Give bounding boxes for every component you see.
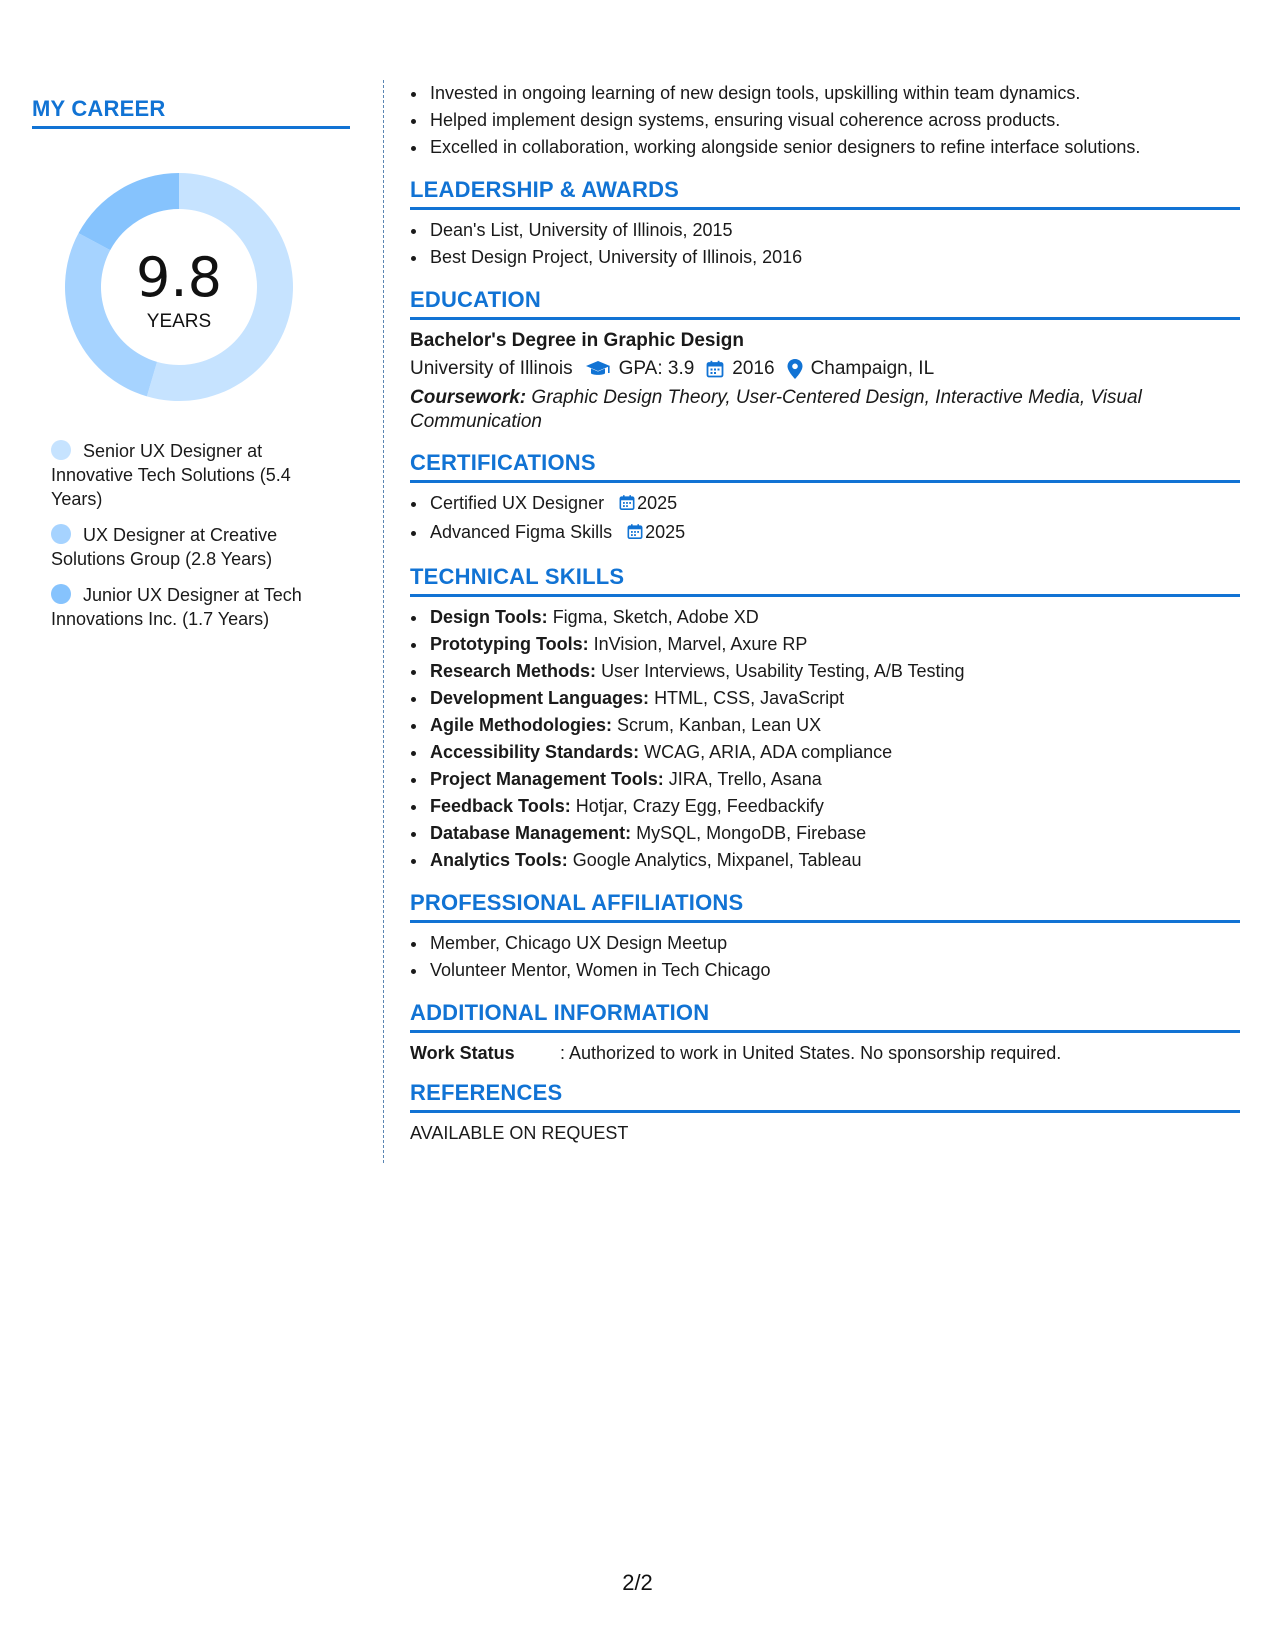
skill-value: User Interviews, Usability Testing, A/B Testing — [601, 661, 965, 681]
skill-item — [428, 685, 1240, 712]
skill-label: Accessibility Standards: — [430, 742, 640, 762]
affiliations-title: PROFESSIONAL AFFILIATIONS — [410, 890, 1240, 923]
certifications-title: CERTIFICATIONS — [410, 450, 1240, 483]
work-status-label: Work Status — [410, 1043, 515, 1063]
legend-item — [51, 583, 312, 631]
skill-item — [428, 766, 1240, 793]
school-name: University of Illinois — [410, 358, 573, 379]
skill-label: Database Management: — [430, 823, 632, 843]
career-legend — [32, 439, 312, 631]
certifications-section — [410, 450, 1240, 548]
page-number: 2/2 — [622, 1570, 653, 1595]
award-item: • Best Design Project, University of Illinois, 2016 — [428, 244, 1240, 271]
experience-bullet: • Helped implement design systems, ensuring visual coherence across products. — [428, 107, 1240, 134]
calendar-icon — [627, 521, 643, 548]
skill-item — [428, 631, 1240, 658]
skill-item — [428, 793, 1240, 820]
skill-item — [428, 604, 1240, 631]
legend-label: Senior UX Designer at Innovative Tech Solutions (5.4 Years) — [51, 441, 291, 509]
skill-value: JIRA, Trello, Asana — [668, 769, 822, 789]
legend-dot — [51, 584, 71, 604]
skill-item — [428, 658, 1240, 685]
skill-value: InVision, Marvel, Axure RP — [593, 634, 808, 654]
skill-value: Scrum, Kanban, Lean UX — [617, 715, 822, 735]
skills-section — [410, 564, 1240, 874]
legend-label: UX Designer at Creative Solutions Group (2.8 Years) — [51, 525, 278, 569]
work-status-value: : Authorized to work in United States. No sponsorship required. — [560, 1043, 1062, 1063]
education-section — [410, 287, 1240, 434]
affiliation-item: • Volunteer Mentor, Women in Tech Chicago — [428, 957, 1240, 984]
skill-label: Project Management Tools: — [430, 769, 664, 789]
school-location: Champaign, IL — [810, 358, 935, 379]
graduation-year: 2016 — [732, 358, 775, 379]
degree-title: Bachelor's Degree in Graphic Design — [410, 330, 744, 351]
skill-value: MySQL, MongoDB, Firebase — [636, 823, 867, 843]
leadership-title: LEADERSHIP & AWARDS — [410, 177, 1240, 210]
certification-year: 2025 — [645, 522, 686, 542]
leadership-section — [410, 177, 1240, 271]
location-pin-icon — [787, 358, 803, 380]
column-divider — [383, 80, 384, 1163]
legend-item — [51, 439, 312, 511]
skills-title: TECHNICAL SKILLS — [410, 564, 1240, 597]
career-title: MY CAREER — [32, 96, 350, 129]
affiliations-section — [410, 890, 1240, 984]
graduation-cap-icon — [585, 358, 611, 380]
gpa: GPA: 3.9 — [618, 358, 695, 379]
experience-bullets — [410, 80, 1240, 161]
skill-label: Analytics Tools: — [430, 850, 568, 870]
skill-value: Hotjar, Crazy Egg, Feedbackify — [575, 796, 824, 816]
certification-item — [428, 519, 1240, 548]
skill-label: Prototyping Tools: — [430, 634, 589, 654]
skill-label: Development Languages: — [430, 688, 650, 708]
coursework — [410, 386, 1240, 434]
coursework-label: Coursework: — [410, 387, 527, 408]
references-text: AVAILABLE ON REQUEST — [410, 1123, 629, 1143]
skill-item — [428, 712, 1240, 739]
skill-item — [428, 820, 1240, 847]
skill-label: Research Methods: — [430, 661, 597, 681]
affiliation-item: • Member, Chicago UX Design Meetup — [428, 930, 1240, 957]
certification-name: Advanced Figma Skills — [430, 522, 613, 542]
calendar-icon — [619, 492, 635, 519]
skill-label: Design Tools: — [430, 607, 548, 627]
skill-value: Google Analytics, Mixpanel, Tableau — [572, 850, 862, 870]
experience-bullet: • Invested in ongoing learning of new design tools, upskilling within team dynamics. — [428, 80, 1240, 107]
donut-center — [65, 173, 293, 401]
skill-item — [428, 739, 1240, 766]
career-total-years: 9.8 — [136, 246, 222, 309]
references-title: REFERENCES — [410, 1080, 1240, 1113]
skill-value: Figma, Sketch, Adobe XD — [552, 607, 759, 627]
legend-dot — [51, 440, 71, 460]
career-panel — [32, 96, 352, 643]
skill-label: Feedback Tools: — [430, 796, 571, 816]
skill-value: WCAG, ARIA, ADA compliance — [644, 742, 893, 762]
references-section — [410, 1080, 1240, 1144]
career-years-unit: YEARS — [146, 311, 212, 332]
certification-name: Certified UX Designer — [430, 493, 605, 513]
skill-value: HTML, CSS, JavaScript — [654, 688, 845, 708]
skill-label: Agile Methodologies: — [430, 715, 612, 735]
skill-item — [428, 847, 1240, 874]
skills-list — [410, 604, 1240, 874]
certification-year: 2025 — [637, 493, 678, 513]
main-content — [410, 80, 1240, 1144]
certification-item — [428, 490, 1240, 519]
additional-info-title: ADDITIONAL INFORMATION — [410, 1000, 1240, 1033]
experience-bullet: • Excelled in collaboration, working alongside senior designers to refine interface solutions. — [428, 134, 1240, 161]
legend-dot — [51, 524, 71, 544]
education-details — [410, 358, 1240, 380]
legend-item — [51, 523, 312, 571]
additional-info-section — [410, 1000, 1240, 1064]
career-donut-chart — [65, 173, 293, 401]
legend-label: Junior UX Designer at Tech Innovations Inc. (1.7 Years) — [51, 585, 302, 629]
work-status-row — [410, 1043, 1240, 1064]
education-title: EDUCATION — [410, 287, 1240, 320]
calendar-icon — [706, 358, 724, 380]
award-item: • Dean's List, University of Illinois, 2015 — [428, 217, 1240, 244]
coursework-list: Graphic Design Theory, User-Centered Design, Interactive Media, Visual Communication — [410, 387, 1142, 432]
